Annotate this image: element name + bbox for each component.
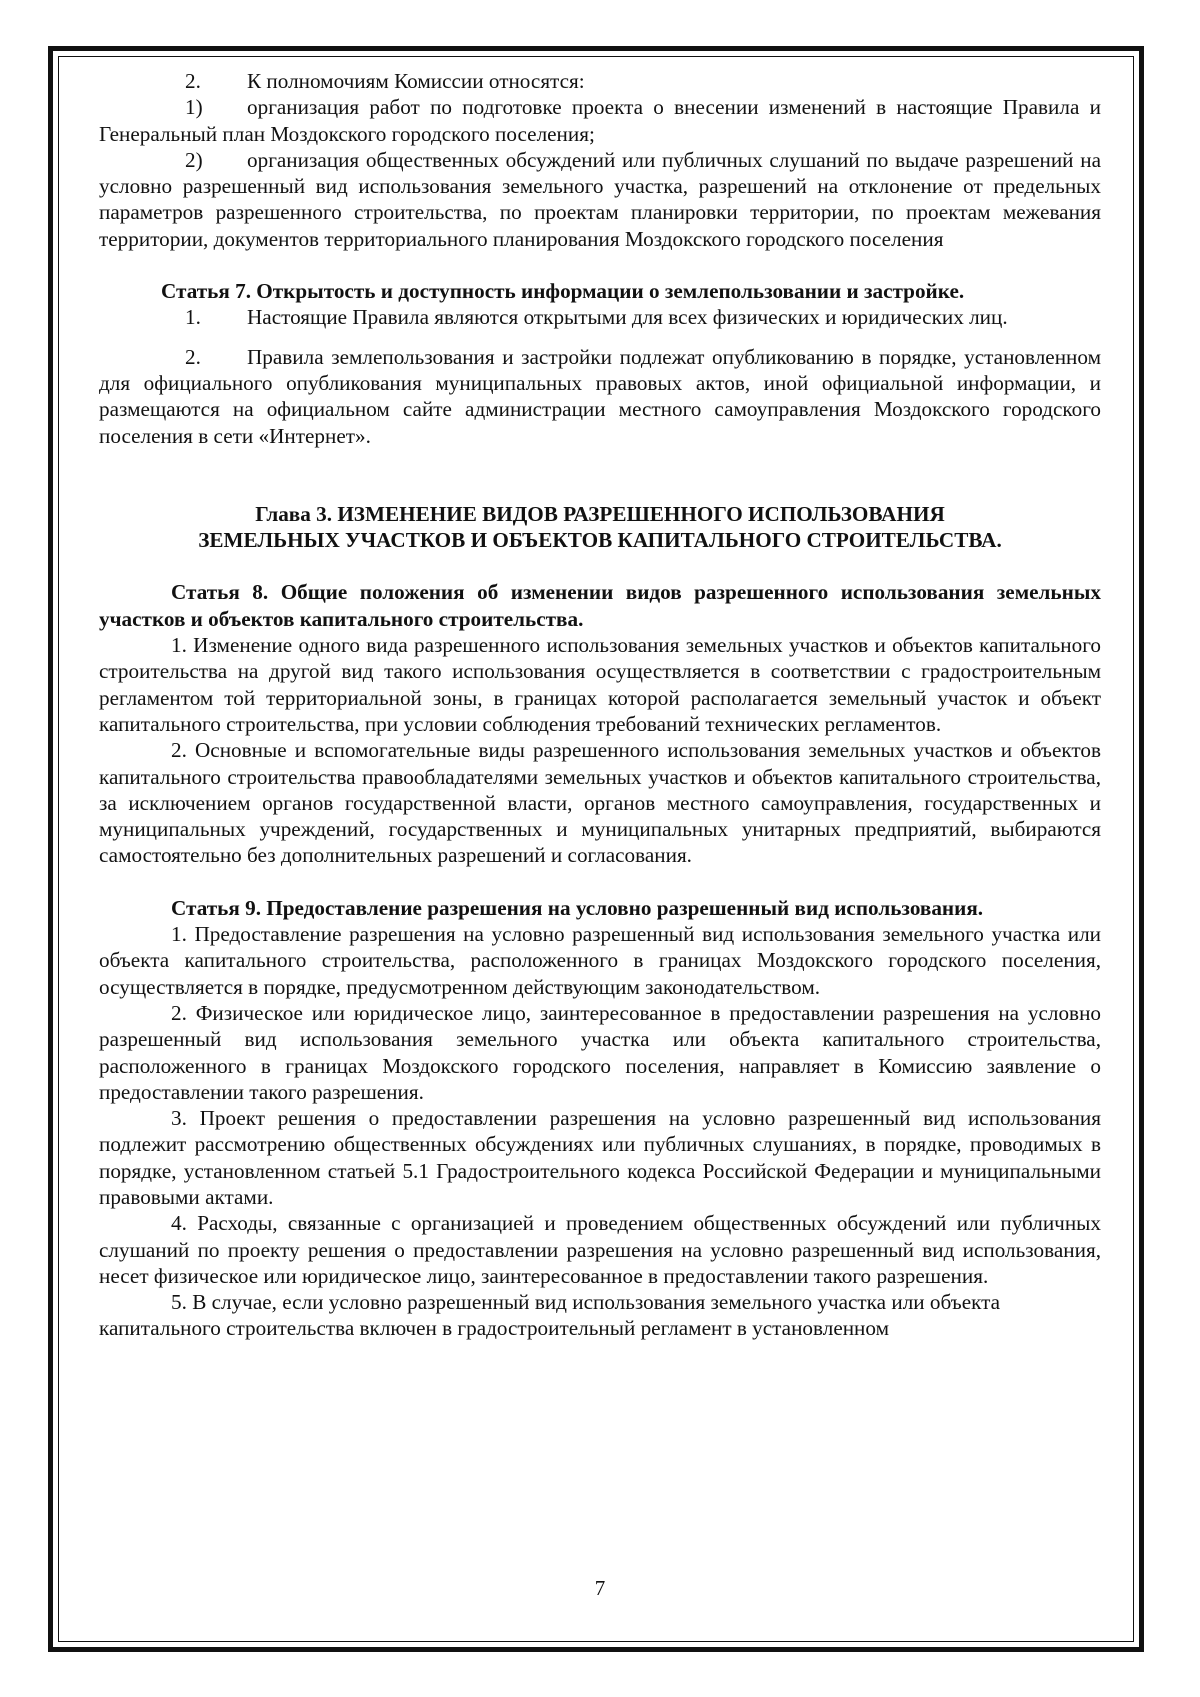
article-7-heading: Статья 7. Открытость и доступность информации о землепользовании и застройке. [161, 279, 965, 304]
article-9-paragraph-5: 5. В случае, если условно разрешенный вид использования земельного участка или объекта капитального строительства включен в градостроительный регламент в установленном [99, 1290, 1001, 1341]
article-9-paragraph-1: 1. Предоставление разрешения на условно разрешенный вид использования земельного участка или объекта капитального строительства, расположенного в границах Моздокского городского поселения, осуществляется в порядке, предусмотренном действующим законодательством. [99, 922, 1101, 999]
page-number: 7 [594, 1576, 606, 1600]
chapter-3-title [99, 501, 1101, 554]
sub-item-1 [99, 94, 1101, 147]
sub-item-text: организация работ по подготовке проекта о внесении изменений в настоящие Правила и Генеральный план Моздокского городского поселения; [99, 95, 1101, 146]
article-9-paragraph-2: 2. Физическое или юридическое лицо, заинтересованное в предоставлении разрешения на условно разрешенный вид использования земельного участка или объекта капитального строительства, расположенного в границах Моздокского городского поселения, направляет в Комиссию заявление о предоставлении такого разрешения. [99, 1000, 1101, 1104]
article-9-paragraph-3: 3. Проект решения о предоставлении разрешения на условно разрешенный вид использования подлежит рассмотрению общественных обсуждениях или публичных слушаниях, в порядке, проводимых в порядке, установленном статьей 5.1 Градостроительного кодекса Российской Федерации и муниципальными правовыми актами. [99, 1106, 1101, 1209]
document-body [99, 68, 1101, 1342]
article-9-heading: Статья 9. Предоставление разрешения на условно разрешенный вид использования. [171, 895, 984, 920]
article-7-paragraph-1 [99, 304, 1101, 330]
article-7-paragraph-2 [99, 344, 1101, 449]
paragraph-number: 1. [185, 305, 201, 330]
sub-item-2 [99, 147, 1101, 252]
item-number: 2. [185, 69, 201, 93]
item-text: К полномочиям Комиссии относятся: [247, 69, 585, 93]
sub-item-number: 2) [185, 147, 203, 172]
chapter-title-line-1: Глава 3. ИЗМЕНЕНИЕ ВИДОВ РАЗРЕШЕННОГО ИСПОЛЬЗОВАНИЯ [255, 501, 945, 526]
article-8-paragraph-1: 1. Изменение одного вида разрешенного использования земельных участков и объектов капитального строительства на другой вид такого использования осуществляется в соответствии с градостроительным регламентом той территориальной зоны, в границах которой располагается земельный участок и объект капитального строительства, при условии соблюдения требований технических регламентов. [99, 633, 1101, 736]
paragraph-number: 2. [185, 344, 201, 369]
article-9-paragraph-4: 4. Расходы, связанные с организацией и проведением общественных обсуждений или публичных слушаний по проекту решения о предоставлении разрешения на условно разрешенный вид использования, несет физическое или юридическое лицо, заинтересованное в предоставлении такого разрешения. [99, 1211, 1101, 1288]
list-item-2 [99, 68, 1101, 94]
article-8-paragraph-2: 2. Основные и вспомогательные виды разрешенного использования земельных участков и объектов капитального строительства правообладателями земельных участков и объектов капитального строительства, за исключением органов государственной власти, органов местного самоуправления, государственных и муниципальных учреждений, государственных и муниципальных унитарных предприятий, выбираются самостоятельно без дополнительных разрешений и согласования. [99, 738, 1101, 868]
article-8-heading: Статья 8. Общие положения об изменении видов разрешенного использования земельных участков и объектов капитального строительства. [99, 580, 1101, 631]
sub-item-number: 1) [185, 95, 203, 120]
sub-item-text: организация общественных обсуждений или публичных слушаний по выдаче разрешений на условно разрешенный вид использования земельного участка, разрешений на отклонение от предельных параметров разрешенного строительства, по проектам планировки территории, по проектам межевания территории, документов территориального планирования Моздокского городского поселения [99, 147, 1101, 251]
paragraph-text: Правила землепользования и застройки подлежат опубликованию в порядке, установленном для официального опубликования муниципальных правовых актов, иной официальной информации, и размещаются на официальном сайте администрации местного самоуправления Моздокского городского поселения в сети «Интернет». [99, 344, 1101, 448]
chapter-title-line-2: ЗЕМЕЛЬНЫХ УЧАСТКОВ И ОБЪЕКТОВ КАПИТАЛЬНОГО СТРОИТЕЛЬСТВА. [198, 528, 1002, 553]
paragraph-text: Настоящие Правила являются открытыми для всех физических и юридических лиц. [247, 305, 1008, 330]
